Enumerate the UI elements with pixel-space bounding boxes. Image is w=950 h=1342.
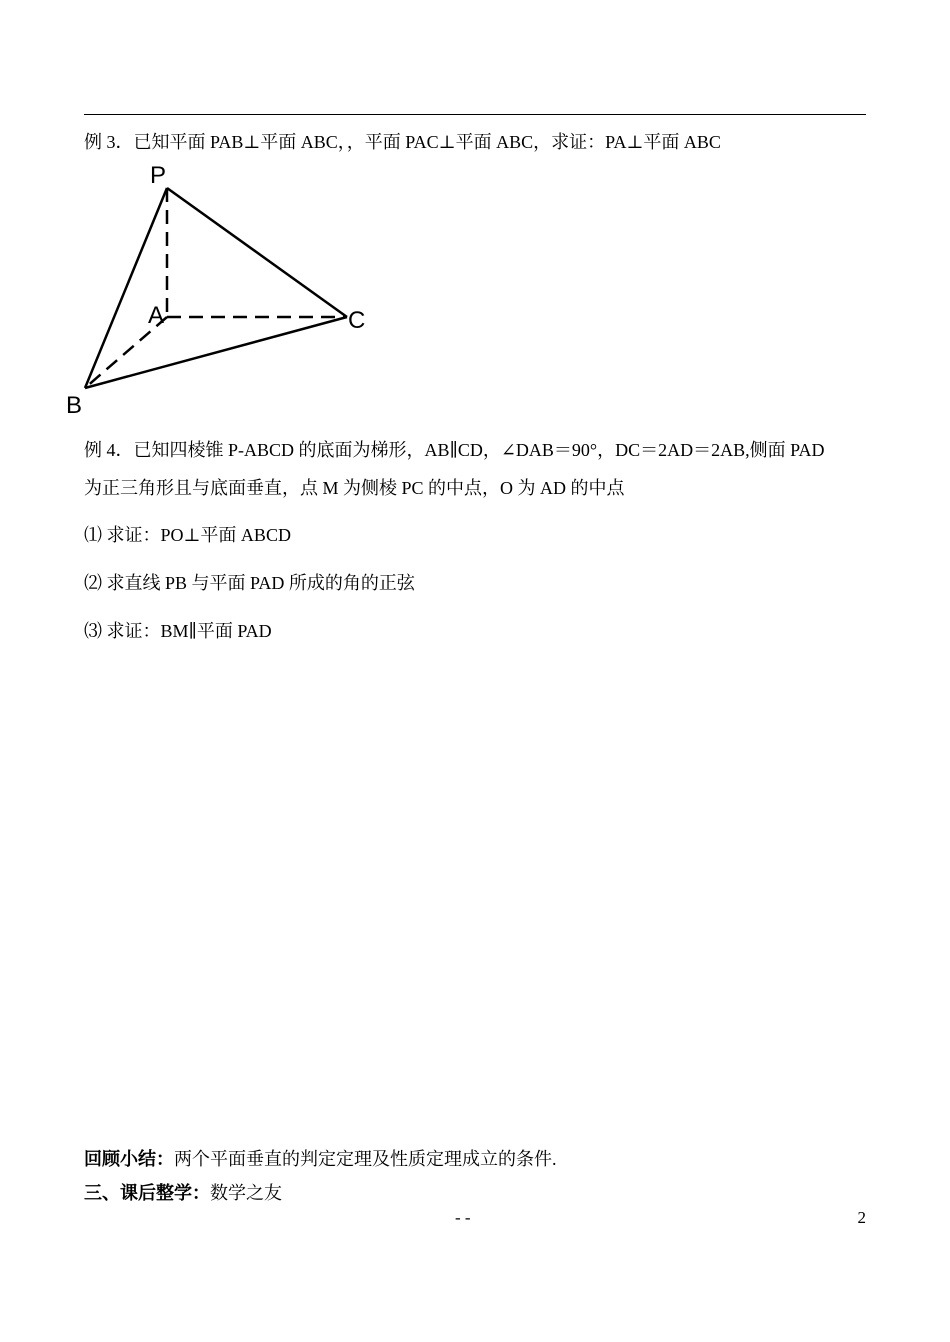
summary-label: 回顾小结： bbox=[84, 1149, 174, 1169]
summary-line bbox=[84, 1147, 557, 1171]
example4-line1: 例 4．已知四棱锥 P-ABCD 的底面为梯形，AB∥CD，∠DAB＝90°，DC＝2AD＝2AB,侧面 PAD bbox=[84, 440, 825, 460]
label-p: P bbox=[150, 162, 167, 189]
homework-line bbox=[84, 1181, 282, 1205]
summary-text: 两个平面垂直的判定定理及性质定理成立的条件. bbox=[174, 1149, 557, 1169]
edge-pc bbox=[167, 188, 347, 317]
example4-line2: 为正三角形且与底面垂直，点 M 为侧棱 PC 的中点，O 为 AD 的中点 bbox=[84, 478, 625, 498]
example4-question1: ⑴ 求证：PO⊥平面 ABCD bbox=[84, 525, 291, 545]
edge-pb bbox=[85, 188, 167, 388]
label-a: A bbox=[148, 302, 165, 329]
example4-question3: ⑶ 求证：BM∥平面 PAD bbox=[84, 621, 272, 641]
header-rule bbox=[84, 114, 866, 115]
homework-label: 三、课后整学： bbox=[84, 1183, 210, 1203]
label-b: B bbox=[66, 392, 83, 419]
page-number: 2 bbox=[857, 1208, 866, 1227]
pyramid-figure bbox=[60, 160, 380, 420]
label-c: C bbox=[348, 307, 366, 334]
example4-question2: ⑵ 求直线 PB 与平面 PAD 所成的角的正弦 bbox=[84, 573, 415, 593]
footer-center: - - bbox=[455, 1208, 471, 1227]
homework-text: 数学之友 bbox=[210, 1183, 282, 1203]
example3-text: 例 3．已知平面 PAB⊥平面 ABC，，平面 PAC⊥平面 ABC，求证：PA⊥平面 ABC bbox=[84, 132, 721, 152]
